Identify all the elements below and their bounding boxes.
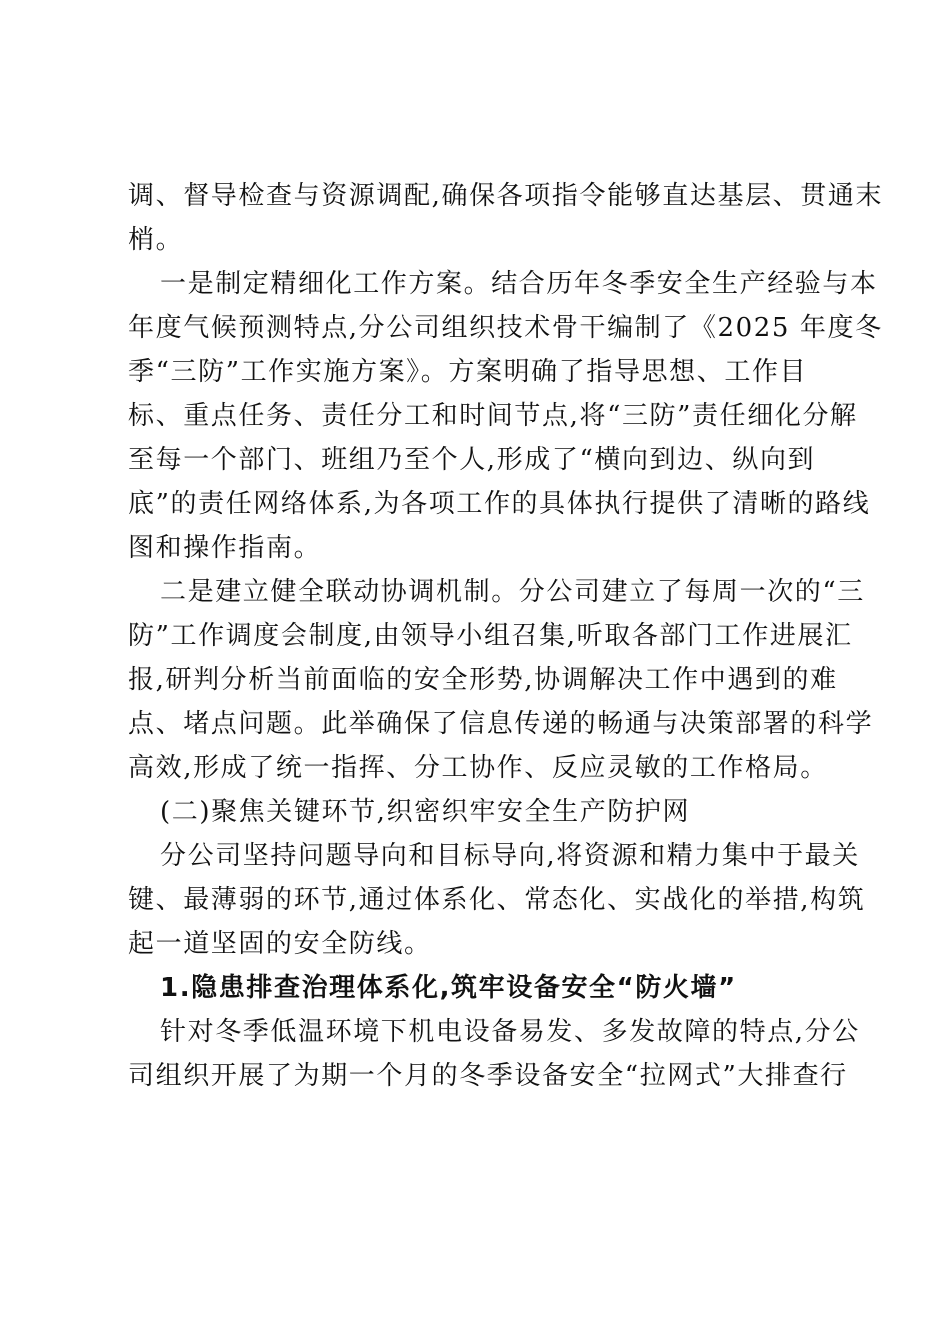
body-text-line: 点、堵点问题。此举确保了信息传递的畅通与决策部署的科学 — [128, 709, 874, 739]
body-text-line: 年度气候预测特点,分公司组织技术骨干编制了《2025 年度冬 — [128, 313, 883, 343]
body-text-line: 高效,形成了统一指挥、分工协作、反应灵敏的工作格局。 — [128, 753, 828, 783]
paragraph-first-line: 分公司坚持问题导向和目标导向,将资源和精力集中于最关 — [160, 841, 860, 871]
body-text-line: 梢。 — [128, 225, 184, 255]
paragraph-first-line: 二是建立健全联动协调机制。分公司建立了每周一次的“三 — [160, 577, 865, 607]
body-text-line: 标、重点任务、责任分工和时间节点,将“三防”责任细化分解 — [128, 401, 858, 431]
body-text-line: 防”工作调度会制度,由领导小组召集,听取各部门工作进展汇 — [128, 621, 853, 651]
paragraph-first-line: 一是制定精细化工作方案。结合历年冬季安全生产经验与本 — [160, 269, 878, 299]
body-text-line: 至每一个部门、班组乃至个人,形成了“横向到边、纵向到 — [128, 445, 816, 475]
body-text-line: 起一道坚固的安全防线。 — [128, 929, 432, 959]
body-text-line: 键、最薄弱的环节,通过体系化、常态化、实战化的举措,构筑 — [128, 885, 866, 915]
body-text-line: 季“三防”工作实施方案》。方案明确了指导思想、工作目 — [128, 357, 808, 387]
body-text-line: 司组织开展了为期一个月的冬季设备安全“拉网式”大排查行 — [128, 1061, 848, 1091]
body-text-line: 底”的责任网络体系,为各项工作的具体执行提供了清晰的路线 — [128, 489, 871, 519]
body-text-line: 报,研判分析当前面临的安全形势,协调解决工作中遇到的难 — [128, 665, 838, 695]
body-text-line: 调、督导检查与资源调配,确保各项指令能够直达基层、贯通末 — [128, 181, 884, 211]
paragraph-first-line: 针对冬季低温环境下机电设备易发、多发故障的特点,分公 — [160, 1017, 860, 1047]
body-text-line: 图和操作指南。 — [128, 533, 322, 563]
subsection-heading: 1.隐患排查治理体系化,筑牢设备安全“防火墙” — [160, 973, 737, 1003]
section-heading: (二)聚焦关键环节,织密织牢安全生产防护网 — [160, 797, 691, 827]
